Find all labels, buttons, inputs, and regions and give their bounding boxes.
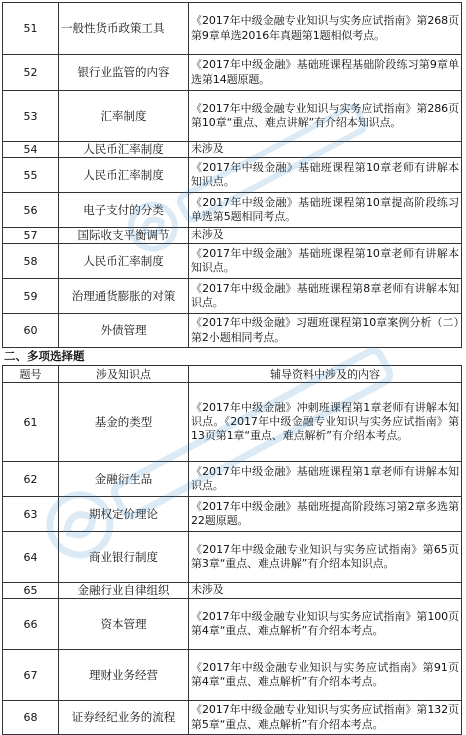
header-reference: 辅导资料中涉及的内容 — [189, 366, 462, 383]
knowledge-point: 人民币汇率制度 — [59, 158, 189, 193]
table-row — [3, 55, 462, 91]
knowledge-point: 金融行业自律组织 — [59, 583, 189, 599]
knowledge-point: 银行业监管的内容 — [59, 55, 189, 91]
header-number: 题号 — [3, 366, 59, 383]
reference-content: 《2017年中级金融》基础班课程第8章老师有讲解本知识点。 — [189, 279, 462, 314]
question-number: 53 — [3, 91, 59, 142]
table-row — [3, 599, 462, 650]
reference-content: 《2017年中级金融》基础班课程第10章老师有讲解本知识点。 — [189, 244, 462, 279]
question-number: 55 — [3, 158, 59, 193]
table-row — [3, 583, 462, 599]
multiple-choice-table — [2, 365, 462, 735]
table-row — [3, 497, 462, 532]
question-number: 65 — [3, 583, 59, 599]
question-number: 51 — [3, 3, 59, 55]
reference-content: 《2017年中级金融》基础班课程第10章老师有讲解本知识点。 — [189, 158, 462, 193]
table-row — [3, 701, 462, 735]
table-row — [3, 158, 462, 193]
reference-content: 未涉及 — [189, 142, 462, 158]
reference-content: 未涉及 — [189, 228, 462, 244]
reference-content: 《2017年中级金融专业知识与实务应试指南》第286页第10章“重点、难点讲解”有介绍本知识点。 — [189, 91, 462, 142]
table-row — [3, 228, 462, 244]
knowledge-point: 金融衍生品 — [59, 462, 189, 497]
question-number: 52 — [3, 55, 59, 91]
reference-content: 《2017年中级金融专业知识与实务应试指南》第132页第5章“重点、难点解析”有介绍本考点。 — [189, 701, 462, 735]
question-number: 67 — [3, 650, 59, 701]
question-number: 62 — [3, 462, 59, 497]
header-topic: 涉及知识点 — [59, 366, 189, 383]
table-row — [3, 650, 462, 701]
knowledge-point: 外债管理 — [59, 314, 189, 348]
reference-content: 《2017年中级金融》习题班课程第10章案例分析（二）第2小题相同考点。 — [189, 314, 462, 348]
question-number: 59 — [3, 279, 59, 314]
reference-content: 《2017年中级金融专业知识与实务应试指南》第91页第4章“重点、难点解析”有介绍本考点。 — [189, 650, 462, 701]
reference-content: 《2017年中级金融》基础班课程第10章提高阶段练习单选第5题相同考点。 — [189, 193, 462, 228]
knowledge-point: 理财业务经营 — [59, 650, 189, 701]
question-number: 58 — [3, 244, 59, 279]
question-number: 64 — [3, 532, 59, 583]
question-number: 61 — [3, 383, 59, 462]
question-number: 57 — [3, 228, 59, 244]
knowledge-point: 人民币汇率制度 — [59, 244, 189, 279]
reference-content: 《2017年中级金融》冲刺班课程第1章老师有讲解本知识点。《2017年中级金融专业知识与实务应试指南》第13页第1章“重点、难点解析”有介绍本考点。 — [189, 383, 462, 462]
table-row — [3, 244, 462, 279]
question-number: 60 — [3, 314, 59, 348]
reference-content: 《2017年中级金融》基础班课程第1章老师有讲解本知识点。 — [189, 462, 462, 497]
knowledge-point: 证券经纪业务的流程 — [59, 701, 189, 735]
question-number: 66 — [3, 599, 59, 650]
question-number: 56 — [3, 193, 59, 228]
knowledge-point: 基金的类型 — [59, 383, 189, 462]
table-row — [3, 314, 462, 348]
knowledge-point: 国际收支平衡调节 — [59, 228, 189, 244]
knowledge-point: 商业银行制度 — [59, 532, 189, 583]
knowledge-point: 汇率制度 — [59, 91, 189, 142]
knowledge-point: 一般性货币政策工具 — [59, 3, 189, 55]
reference-content: 《2017年中级金融专业知识与实务应试指南》第100页第4章“重点、难点解析”有介绍本考点。 — [189, 599, 462, 650]
reference-content: 《2017年中级金融专业知识与实务应试指南》第268页第9章单选2016年真题第1题相似考点。 — [189, 3, 462, 55]
table-row — [3, 279, 462, 314]
question-number: 54 — [3, 142, 59, 158]
single-choice-table — [2, 2, 462, 348]
section-heading: 二、多项选择题 — [4, 349, 85, 363]
table-header-row — [3, 366, 462, 383]
knowledge-point: 资本管理 — [59, 599, 189, 650]
table-row — [3, 532, 462, 583]
table-row — [3, 383, 462, 462]
knowledge-point: 人民币汇率制度 — [59, 142, 189, 158]
question-number: 63 — [3, 497, 59, 532]
knowledge-point: 电子支付的分类 — [59, 193, 189, 228]
reference-content: 《2017年中级金融》基础班课程基础阶段练习第9章单选第14题原题。 — [189, 55, 462, 91]
reference-content: 《2017年中级金融》基础班提高阶段练习第2章多选第22题原题。 — [189, 497, 462, 532]
table-row — [3, 193, 462, 228]
reference-content: 未涉及 — [189, 583, 462, 599]
table-row — [3, 3, 462, 55]
table-row — [3, 462, 462, 497]
knowledge-point: 治理通货膨胀的对策 — [59, 279, 189, 314]
table-row — [3, 142, 462, 158]
document-page — [2, 2, 462, 735]
question-number: 68 — [3, 701, 59, 735]
knowledge-point: 期权定价理论 — [59, 497, 189, 532]
reference-content: 《2017年中级金融专业知识与实务应试指南》第65页第3章“重点、难点讲解”有介绍本知识点。 — [189, 532, 462, 583]
table-row — [3, 91, 462, 142]
